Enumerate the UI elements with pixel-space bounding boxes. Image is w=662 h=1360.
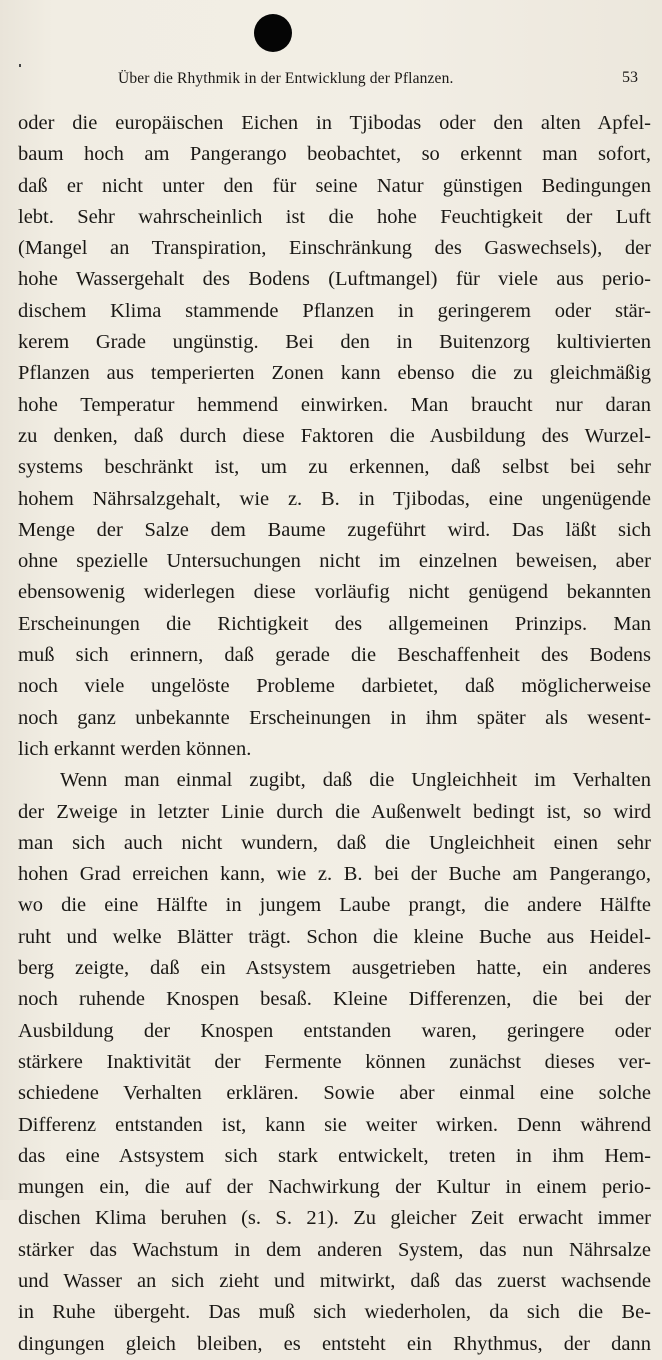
text-line: hohen Grad erreichen kann, wie z. B. bei der Buche am Pangerango, xyxy=(18,863,651,886)
text-line: dingungen gleich bleiben, es entsteht ein Rhythmus, der dann xyxy=(18,1332,651,1355)
text-line: das eine Astsystem sich stark entwickelt, treten in ihm Hem- xyxy=(18,1144,651,1167)
text-line: stärker das Wachstum in dem anderen System, das nun Nährsalze xyxy=(18,1238,651,1261)
text-line: noch viele ungelöste Probleme darbietet, daß möglicherweise xyxy=(18,675,651,698)
text-line: oder die europäischen Eichen in Tjibodas oder den alten Apfel- xyxy=(18,112,651,134)
running-head xyxy=(0,68,662,92)
running-head-title: Über die Rhythmik in der Entwicklung der Pflanzen. xyxy=(118,70,454,87)
text-line: der Zweige in letzter Linie durch die Außenwelt bedingt ist, so wird xyxy=(18,800,651,823)
text-line: schiedene Verhalten erklären. Sowie aber einmal eine solche xyxy=(18,1082,651,1105)
text-line: stärkere Inaktivität der Fermente können zunächst dieses ver- xyxy=(18,1050,651,1073)
text-line: dischem Klima stammende Pflanzen in geringerem oder stär- xyxy=(18,299,651,322)
paragraph-2 xyxy=(18,765,651,1360)
text-line: hohe Wassergehalt des Bodens (Luftmangel) für viele aus perio- xyxy=(18,268,651,291)
text-line: kerem Grade ungünstig. Bei den in Buitenzorg kultivierten xyxy=(18,331,651,354)
text-line: Wenn man einmal zugibt, daß die Ungleichheit im Verhalten xyxy=(60,769,651,792)
text-line: ohne spezielle Untersuchungen nicht im einzelnen beweisen, aber xyxy=(18,550,651,573)
text-line: dischen Klima beruhen (s. S. 21). Zu gleicher Zeit erwacht immer xyxy=(18,1207,651,1230)
page-number: 53 xyxy=(622,69,638,86)
text-line: Ausbildung der Knospen entstanden waren, geringere oder xyxy=(18,1019,651,1042)
text-line: man sich auch nicht wundern, daß die Ungleichheit einen sehr xyxy=(18,831,651,854)
text-line: und Wasser an sich zieht und mitwirkt, daß das zuerst wachsende xyxy=(18,1269,651,1292)
text-line: lich erkannt werden können. xyxy=(18,737,252,760)
text-line: ebensowenig widerlegen diese vorläufig nicht genügend bekannten xyxy=(18,581,651,604)
text-line: in Ruhe übergeht. Das muß sich wiederholen, da sich die Be- xyxy=(18,1301,651,1324)
paragraph-1 xyxy=(18,108,651,765)
text-line: lebt. Sehr wahrscheinlich ist die hohe Feuchtigkeit der Luft xyxy=(18,205,651,228)
text-line: systems beschränkt ist, um zu erkennen, daß selbst bei sehr xyxy=(18,456,651,479)
text-line: noch ganz unbekannte Erscheinungen in ihm später als wesent- xyxy=(18,706,651,729)
text-line: Pflanzen aus temperierten Zonen kann ebenso die zu gleichmäßig xyxy=(18,362,651,385)
text-line: wo die eine Hälfte in jungem Laube prangt, die andere Hälfte xyxy=(18,894,651,917)
text-line: Menge der Salze dem Baume zugeführt wird. Das läßt sich xyxy=(18,518,651,541)
text-line: Erscheinungen die Richtigkeit des allgemeinen Prinzips. Man xyxy=(18,612,651,635)
text-line: daß er nicht unter den für seine Natur günstigen Bedingungen xyxy=(18,174,651,197)
text-line: noch ruhende Knospen besaß. Kleine Differenzen, die bei der xyxy=(18,988,651,1011)
text-line: baum hoch am Pangerango beobachtet, so erkennt man sofort, xyxy=(18,143,651,166)
text-line: hohem Nährsalzgehalt, wie z. B. in Tjibodas, eine ungenügende xyxy=(18,487,651,510)
text-line: muß sich erinnern, daß gerade die Beschaffenheit des Bodens xyxy=(18,644,651,667)
text-line: zu denken, daß durch diese Faktoren die Ausbildung des Wurzel- xyxy=(18,424,651,447)
text-line: ruht und welke Blätter trägt. Schon die kleine Buche aus Heidel- xyxy=(18,925,651,948)
text-line: mungen ein, die auf der Nachwirkung der Kultur in einem perio- xyxy=(18,1176,651,1199)
text-line: hohe Temperatur hemmend einwirken. Man braucht nur daran xyxy=(18,393,651,416)
punch-hole xyxy=(254,14,292,52)
text-line: berg zeigte, daß ein Astsystem ausgetrieben hatte, ein anderes xyxy=(18,957,651,980)
body-text xyxy=(18,108,651,1360)
print-speck xyxy=(19,64,21,67)
text-line: Differenz entstanden ist, kann sie weiter wirken. Denn während xyxy=(18,1113,651,1136)
text-line: (Mangel an Transpiration, Einschränkung des Gaswechsels), der xyxy=(18,237,651,260)
